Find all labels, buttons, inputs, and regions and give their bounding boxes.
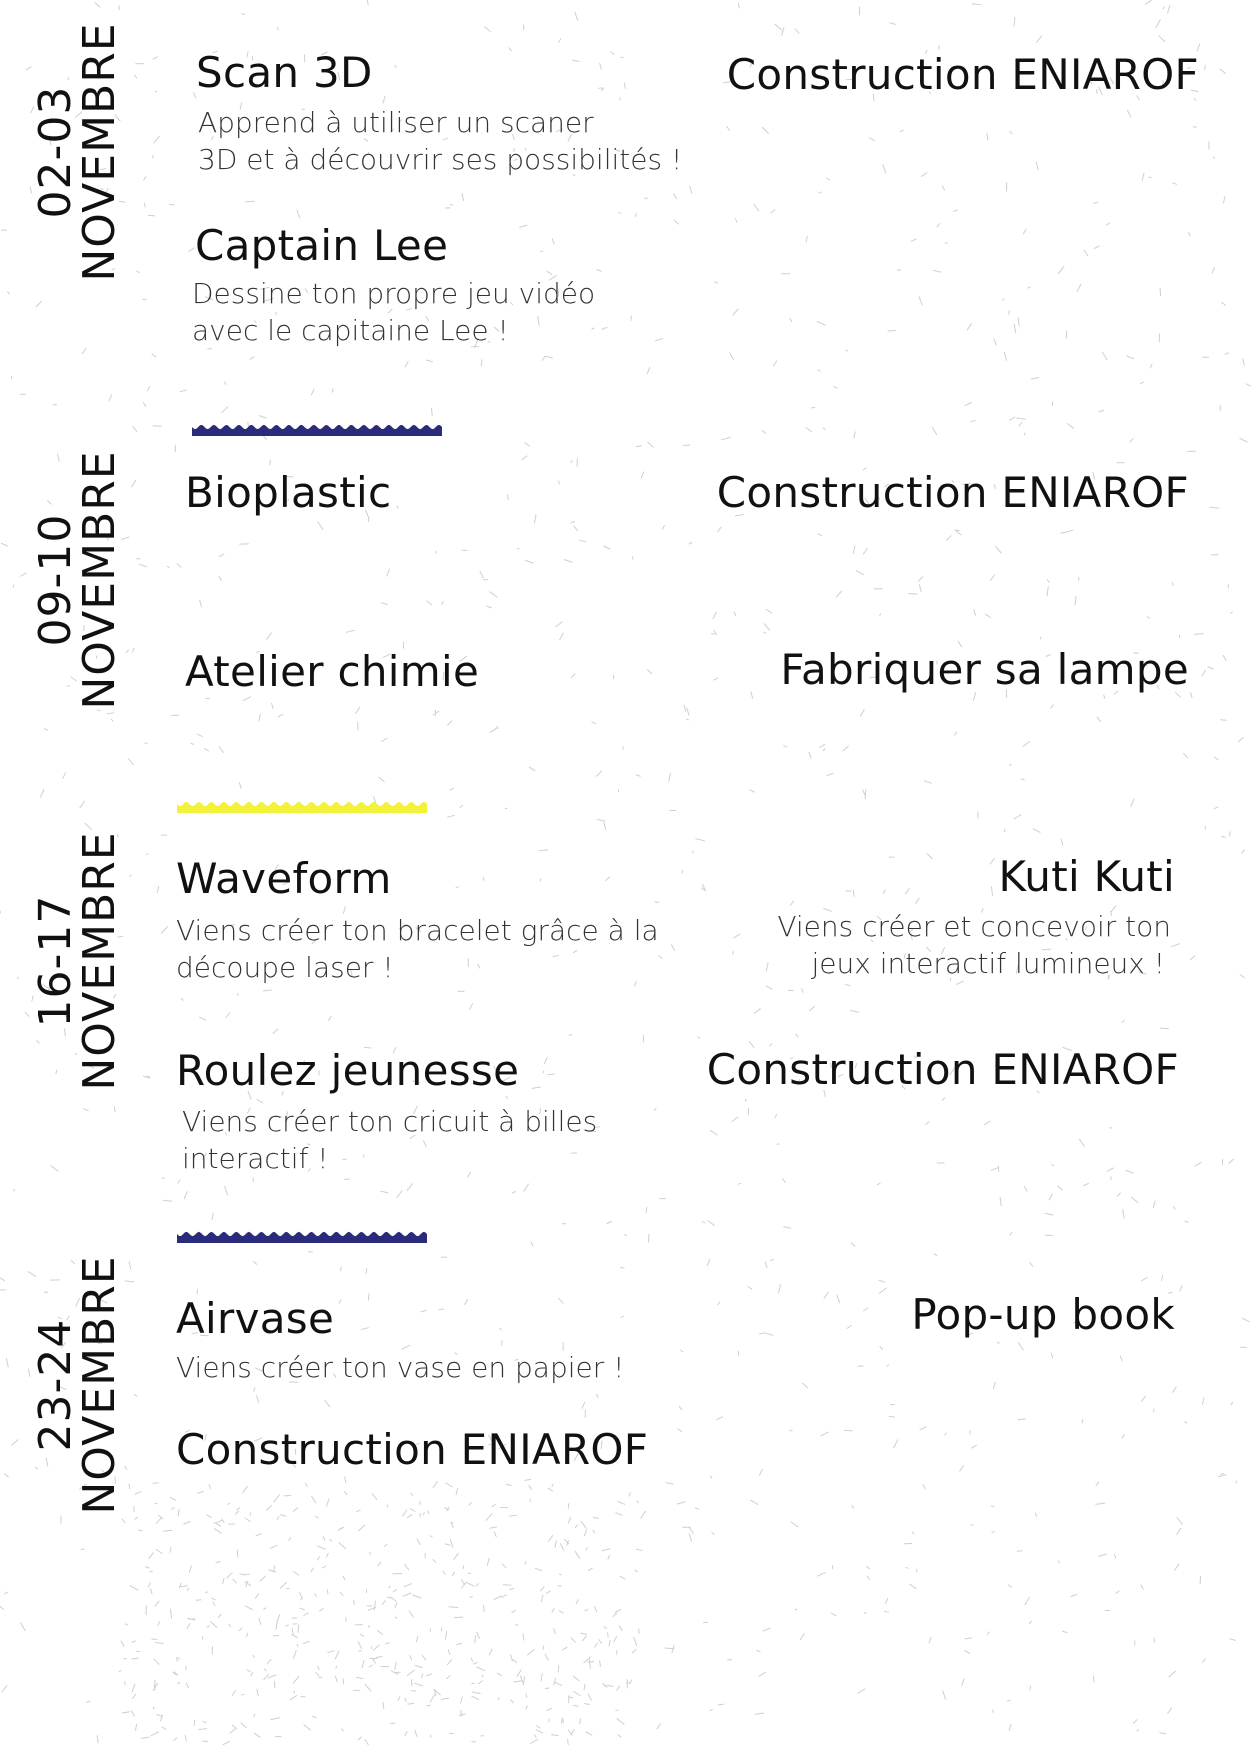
activity-desc-line: Viens créer ton cricuit à billes bbox=[182, 1105, 598, 1138]
activity-title-airvase: Airvase bbox=[176, 1294, 335, 1343]
activity-desc-line: Viens créer ton vase en papier ! bbox=[176, 1351, 625, 1384]
activity-title-pop-up-book: Pop-up book bbox=[911, 1290, 1175, 1339]
date-range: 23-24 bbox=[30, 1318, 81, 1452]
activity-desc-line: découpe laser ! bbox=[176, 951, 394, 984]
date-month: NOVEMBRE bbox=[74, 22, 125, 282]
activity-desc-line: jeux interactif lumineux ! bbox=[811, 947, 1165, 980]
activity-desc-line: 3D et à découvrir ses possibilités ! bbox=[198, 143, 683, 176]
date-label-week-1 bbox=[18, 22, 138, 282]
activity-desc-line: interactif ! bbox=[182, 1142, 329, 1175]
date-range: 09-10 bbox=[30, 513, 81, 647]
wave-divider bbox=[192, 424, 442, 440]
activity-desc-line: Apprend à utiliser un scaner bbox=[198, 106, 594, 139]
wave-divider bbox=[177, 801, 427, 817]
activity-title-fabriquer-sa-lampe: Fabriquer sa lampe bbox=[780, 645, 1189, 694]
activity-desc-line: Viens créer ton bracelet grâce à la bbox=[176, 914, 659, 947]
activity-title-scan-3d: Scan 3D bbox=[196, 48, 373, 97]
date-label-week-3 bbox=[18, 831, 138, 1091]
activity-title-bioplastic: Bioplastic bbox=[185, 468, 392, 517]
activity-title-construction-eniarof: Construction ENIAROF bbox=[716, 468, 1189, 517]
activity-desc-line: avec le capitaine Lee ! bbox=[192, 314, 509, 347]
activity-desc-line: Viens créer et concevoir ton bbox=[777, 910, 1171, 943]
date-range: 02-03 bbox=[30, 85, 81, 219]
activity-title-construction-eniarof: Construction ENIAROF bbox=[176, 1425, 649, 1474]
activity-title-construction-eniarof: Construction ENIAROF bbox=[726, 50, 1199, 99]
activity-title-kuti-kuti: Kuti Kuti bbox=[998, 852, 1175, 901]
activity-title-captain-lee: Captain Lee bbox=[195, 221, 449, 270]
activity-title-waveform: Waveform bbox=[176, 854, 392, 903]
date-month: NOVEMBRE bbox=[74, 831, 125, 1091]
date-month: NOVEMBRE bbox=[74, 1255, 125, 1515]
activity-title-roulez-jeunesse: Roulez jeunesse bbox=[176, 1046, 520, 1095]
date-label-week-4 bbox=[18, 1255, 138, 1515]
activity-title-atelier-chimie: Atelier chimie bbox=[185, 647, 480, 696]
date-range: 16-17 bbox=[30, 894, 81, 1028]
date-month: NOVEMBRE bbox=[74, 450, 125, 710]
date-label-week-2 bbox=[18, 450, 138, 710]
wave-divider bbox=[177, 1231, 427, 1247]
activity-title-construction-eniarof: Construction ENIAROF bbox=[706, 1045, 1179, 1094]
activity-desc-line: Dessine ton propre jeu vidéo bbox=[192, 277, 596, 310]
